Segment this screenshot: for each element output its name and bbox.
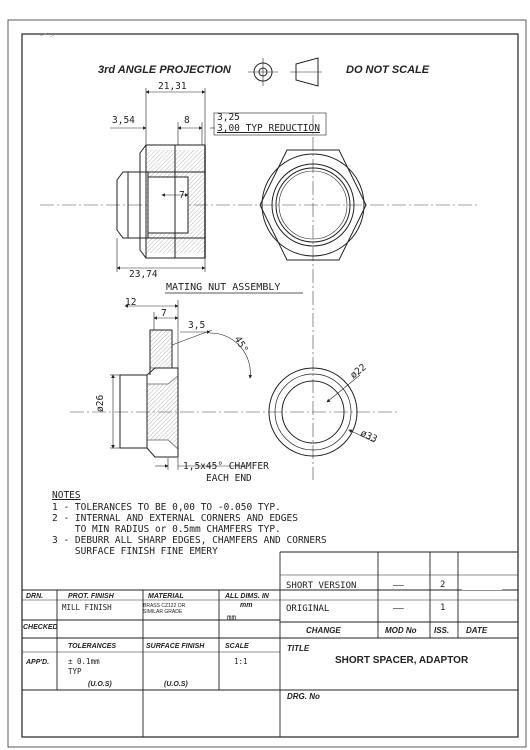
dim-reduction-b: 3,00 TYP REDUCTION (217, 123, 320, 134)
note-line-5: SURFACE FINISH FINE EMERY (52, 546, 218, 557)
revision-change-1: ORIGINAL (286, 604, 330, 614)
projection-symbol (248, 58, 322, 86)
notes-heading: NOTES (52, 490, 81, 501)
scale-label: SCALE (225, 643, 249, 650)
tolerances-label: TOLERANCES (68, 643, 117, 650)
revision-mod-2: —— (393, 581, 404, 591)
section-dimensions (110, 297, 250, 470)
dim-dia22: ø22 (348, 361, 369, 382)
uos-1: (U.O.S) (88, 681, 112, 688)
do-not-scale-label: DO NOT SCALE (346, 64, 430, 76)
dims-label-1: ALL DIMS. IN (225, 593, 269, 600)
note-line-3: TO MIN RADIUS or 0.5mm CHAMFERS TYP. (52, 524, 281, 535)
dim-angle: 45° (231, 334, 250, 355)
assembly-side-view (117, 145, 205, 258)
chamfer-note-a: 1,5x45° CHAMFER (183, 461, 269, 472)
scale-value: 1:1 (234, 657, 248, 666)
revision-mod-1: —— (393, 604, 404, 614)
dim-dia33: ø33 (358, 427, 379, 446)
material-value-2: SIMILAR GRADE (143, 609, 183, 615)
assembly-title: MATING NUT ASSEMBLY (166, 282, 281, 293)
dim-left: 3,54 (112, 115, 135, 126)
revision-change-2: SHORT VERSION (286, 581, 357, 591)
uos-2: (U.O.S) (164, 681, 188, 688)
revision-header-iss: ISS. (434, 626, 450, 635)
drn-label: DRN. (26, 593, 44, 600)
material-value-1: BRASS CZ122 OR (143, 603, 186, 609)
date-redaction-2 (462, 578, 502, 590)
prot-finish-label: PROT. FINISH (68, 593, 114, 600)
drg-no-label: DRG. No (287, 692, 320, 701)
note-line-2: 2 - INTERNAL AND EXTERNAL CORNERS AND EDGES (52, 513, 298, 524)
note-line-4: 3 - DEBURR ALL SHARP EDGES, CHAMFERS AND CORNERS (52, 535, 327, 546)
note-line-1: 1 - TOLERANCES TO BE 0,00 TO -0.050 TYP. (52, 502, 281, 513)
drn-redaction (24, 602, 54, 618)
spacer-section-view (120, 330, 178, 457)
tolerances-value-2: TYP (68, 667, 82, 676)
projection-label: 3rd ANGLE PROJECTION (98, 64, 231, 76)
surface-finish-label: SURFACE FINISH (146, 643, 205, 650)
revision-iss-1: 1 (440, 603, 446, 613)
revision-iss-2: 2 (440, 580, 446, 590)
date-redaction-1 (462, 601, 502, 613)
dim-dia26: ø26 (95, 394, 106, 412)
appd-label: APP'D. (26, 659, 50, 666)
title-label: TITLE (287, 644, 310, 653)
material-label: MATERIAL (148, 593, 184, 600)
dims-value: mm (227, 613, 237, 622)
checked-label: CHECKED (23, 624, 58, 631)
dim-12: 12 (125, 297, 137, 308)
drg-no-redaction (370, 707, 440, 721)
dim-7: 7 (161, 308, 167, 319)
dim-3-5: 3,5 (188, 320, 206, 331)
dims-label-2: mm (240, 602, 253, 609)
dim-length: 23,74 (129, 269, 158, 280)
revision-header-mod: MOD No (385, 626, 417, 635)
revision-header-change: CHANGE (306, 626, 341, 635)
dim-overall: 21,31 (158, 81, 187, 92)
drawing-title: SHORT SPACER, ADAPTOR (335, 655, 469, 666)
centre-lines (40, 112, 480, 480)
chamfer-note-b: EACH END (206, 473, 252, 484)
dim-inner-7: 7 (179, 190, 185, 201)
dim-width-8: 8 (184, 115, 190, 126)
revision-header-date: DATE (466, 626, 488, 635)
dim-reduction-a: 3,25 (217, 112, 240, 123)
tolerances-value-1: ± 0.1mm (68, 657, 100, 666)
prot-finish-value: MILL FINISH (62, 603, 112, 612)
